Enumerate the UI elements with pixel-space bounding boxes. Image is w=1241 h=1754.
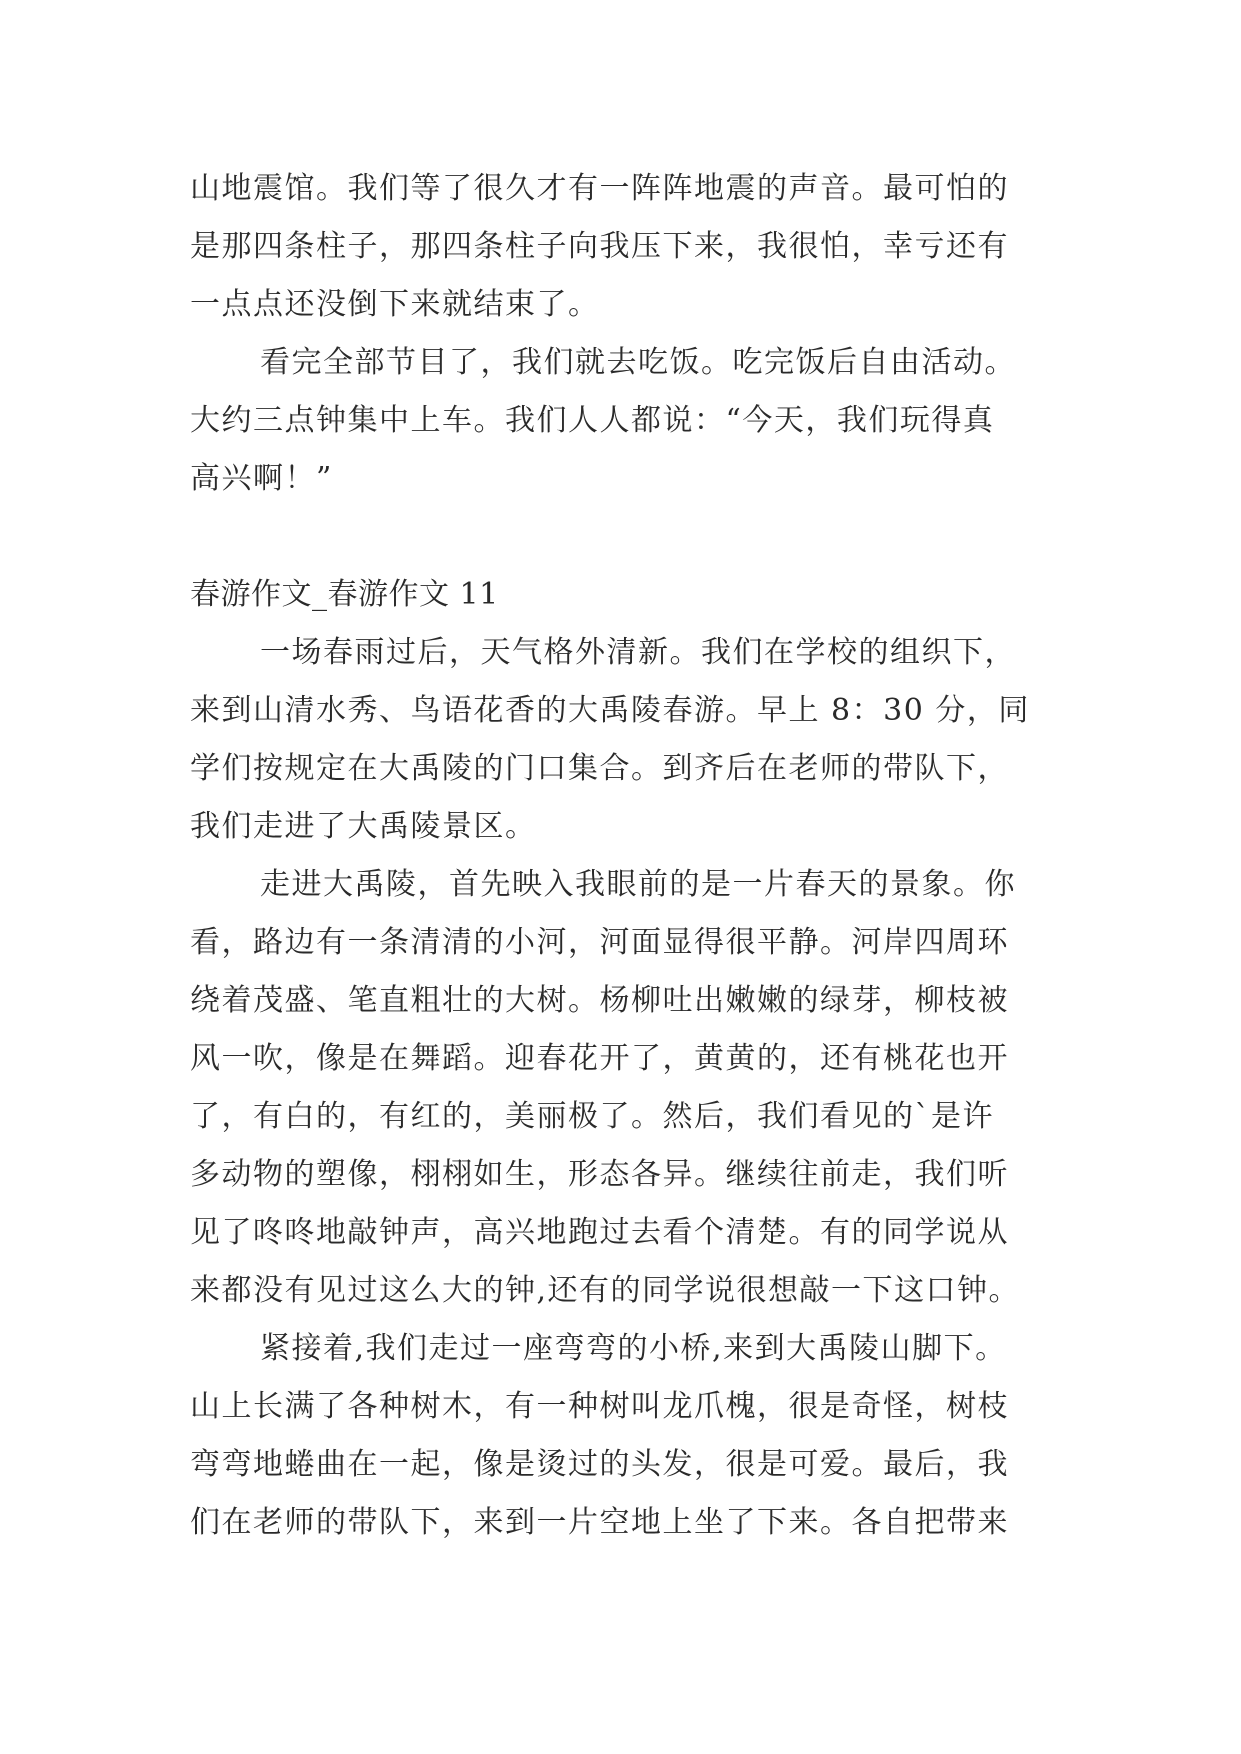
text-line: 走进大禹陵，首先映入我眼前的是一片春天的景象。你 bbox=[260, 867, 1016, 902]
text-line: 来都没有见过这么大的钟,还有的同学说很想敲一下这口钟。 bbox=[190, 1273, 1021, 1308]
text-line: 我们走进了大禹陵景区。 bbox=[190, 809, 537, 844]
paragraph-4 bbox=[190, 856, 1060, 1320]
text-line: 学们按规定在大禹陵的门口集合。到齐后在老师的带队下， bbox=[190, 751, 1009, 786]
text-line: 是那四条柱子，那四条柱子向我压下来，我很怕，幸亏还有 bbox=[190, 229, 1009, 264]
paragraph-2 bbox=[190, 334, 1060, 508]
text-line: 紧接着,我们走过一座弯弯的小桥,来到大禹陵山脚下。 bbox=[260, 1331, 1007, 1366]
paragraph-5 bbox=[190, 1320, 1060, 1552]
text-line: 见了咚咚地敲钟声，高兴地跑过去看个清楚。有的同学说从 bbox=[190, 1215, 1009, 1250]
text-line: 山上长满了各种树木，有一种树叫龙爪槐，很是奇怪，树枝 bbox=[190, 1389, 1009, 1424]
blank-line bbox=[190, 508, 1060, 566]
section-heading: 春游作文_春游作文 11 bbox=[190, 577, 499, 612]
document-page bbox=[190, 160, 1060, 1552]
text-line: 看，路边有一条清清的小河，河面显得很平静。河岸四周环 bbox=[190, 925, 1009, 960]
text-line: 们在老师的带队下，来到一片空地上坐了下来。各自把带来 bbox=[190, 1505, 1009, 1540]
text-line: 看完全部节目了，我们就去吃饭。吃完饭后自由活动。 bbox=[260, 345, 1016, 380]
text-line: 高兴啊！” bbox=[190, 461, 333, 496]
text-line: 了，有白的，有红的，美丽极了。然后，我们看见的`是许 bbox=[190, 1099, 994, 1134]
text-line: 绕着茂盛、笔直粗壮的大树。杨柳吐出嫩嫩的绿芽，柳枝被 bbox=[190, 983, 1009, 1018]
text-line: 一场春雨过后，天气格外清新。我们在学校的组织下， bbox=[260, 635, 1016, 670]
text-line: 来到山清水秀、鸟语花香的大禹陵春游。早上 8：30 分，同 bbox=[190, 693, 1030, 728]
text-line: 大约三点钟集中上车。我们人人都说：“今天，我们玩得真 bbox=[190, 403, 995, 438]
text-line: 山地震馆。我们等了很久才有一阵阵地震的声音。最可怕的 bbox=[190, 171, 1009, 206]
text-line: 一点点还没倒下来就结束了。 bbox=[190, 287, 600, 322]
text-line: 风一吹，像是在舞蹈。迎春花开了，黄黄的，还有桃花也开 bbox=[190, 1041, 1009, 1076]
text-line: 多动物的塑像，栩栩如生，形态各异。继续往前走，我们听 bbox=[190, 1157, 1009, 1192]
paragraph-1 bbox=[190, 160, 1060, 334]
paragraph-3 bbox=[190, 624, 1060, 856]
text-line: 弯弯地蜷曲在一起，像是烫过的头发，很是可爱。最后，我 bbox=[190, 1447, 1009, 1482]
